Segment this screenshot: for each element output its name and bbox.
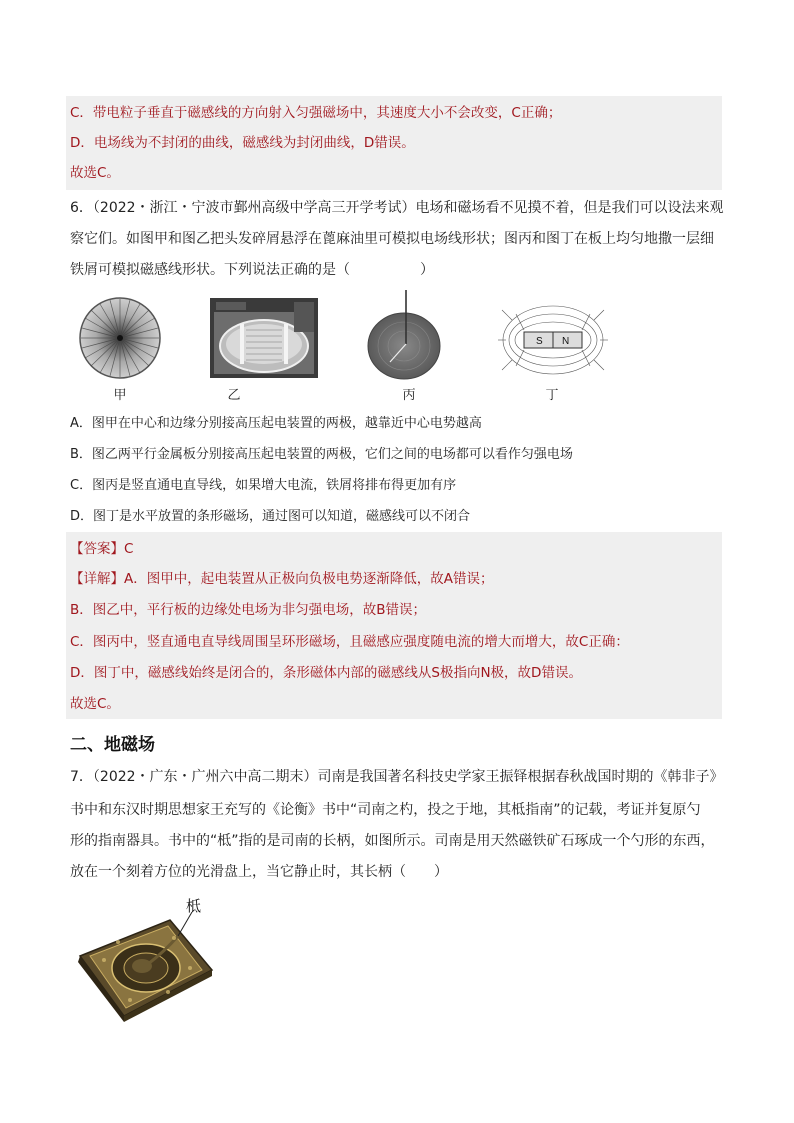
detail-line-c: C．图丙中，竖直通电直导线周围呈环形磁场，且磁感应强度随电流的增大而增大，故C正确： — [70, 634, 629, 650]
detail-line-b: B．图乙中，平行板的边缘处电场为非匀强电场，故B错误； — [70, 602, 427, 618]
option-b: B．图乙两平行金属板分别接高压起电装置的两极，它们之间的电场都可以看作匀强电场 — [70, 447, 573, 462]
sinan-label: 柢 — [186, 897, 202, 915]
caption-yi: 乙 — [227, 388, 241, 403]
figure-jia — [78, 296, 162, 380]
option-a: A．图甲在中心和边缘分别接高压起电装置的两极，越靠近中心电势越高 — [70, 416, 482, 431]
option-c: C．图丙是竖直通电直导线，如果增大电流，铁屑将排布得更加有序 — [70, 478, 457, 493]
caption-bing: 丙 — [402, 388, 416, 403]
caption-jia: 甲 — [113, 388, 127, 403]
q7-line-2: 书中和东汉时期思想家王充写的《论衡》书中“司南之杓，投之于地，其柢指南”的记载，考证并复原勺 — [70, 802, 701, 818]
caption-ding: 丁 — [545, 388, 559, 403]
q6-line-2: 察它们。如图甲和图乙把头发碎屑悬浮在蓖麻油里可模拟电场线形状；图丙和图丁在板上均匀地撒一层细 — [70, 231, 714, 247]
section-title: 二、地磁场 — [70, 735, 155, 755]
detail-choice: 故选C。 — [70, 696, 120, 712]
magnet-label-s: S — [536, 336, 543, 347]
q6-line-3 — [70, 255, 730, 286]
figure-bing — [366, 290, 444, 382]
answer-tag: 【答案】 — [70, 541, 124, 557]
q6-line-3-text: 铁屑可模拟磁感线形状。下列说法正确的是（ — [70, 262, 350, 278]
figure-yi — [210, 298, 318, 378]
detail-tag: 【详解】 — [70, 571, 124, 587]
detail-line-d: D．图丁中，磁感线始终是闭合的，条形磁体内部的磁感线从S极指向N极，故D错误。 — [70, 665, 582, 681]
answer-line-d: D．电场线为不封闭的曲线，磁感线为封闭曲线，D错误。 — [70, 135, 415, 151]
detail-line-a — [70, 569, 493, 589]
q6-line-1: 6．（2022・浙江・宁波市鄞州高级中学高三开学考试）电场和磁场看不见摸不着，但是我们可以设法来观 — [70, 200, 724, 216]
magnet-label-n: N — [562, 336, 570, 347]
option-d: D．图丁是水平放置的条形磁场，通过图可以知道，磁感线可以不闭合 — [70, 509, 471, 524]
answer-line-c: C．带电粒子垂直于磁感线的方向射入匀强磁场中，其速度大小不会改变，C正确； — [70, 105, 562, 121]
answer-block-q6 — [66, 532, 722, 719]
answer-line — [70, 539, 133, 559]
q7-line-3: 形的指南器具。书中的“柢”指的是司南的长柄，如图所示。司南是用天然磁铁矿石琢成一个勺形的东西， — [70, 833, 715, 849]
answer-value: C — [124, 541, 134, 557]
q6-line-3-end: ） — [420, 262, 434, 278]
figure-sinan — [74, 912, 216, 1024]
q7-line-1: 7．（2022・广东・广州六中高二期末）司南是我国著名科技史学家王振铎根据春秋战国时期的《韩非子》 — [70, 769, 724, 785]
figure-ding — [498, 300, 608, 380]
q7-line-4: 放在一个刻着方位的光滑盘上，当它静止时，其长柄（ ） — [70, 864, 448, 880]
detail-a-text: A．图甲中，起电装置从正极向负极电势逐渐降低，故A错误； — [124, 571, 494, 587]
answer-choice: 故选C。 — [70, 165, 120, 181]
